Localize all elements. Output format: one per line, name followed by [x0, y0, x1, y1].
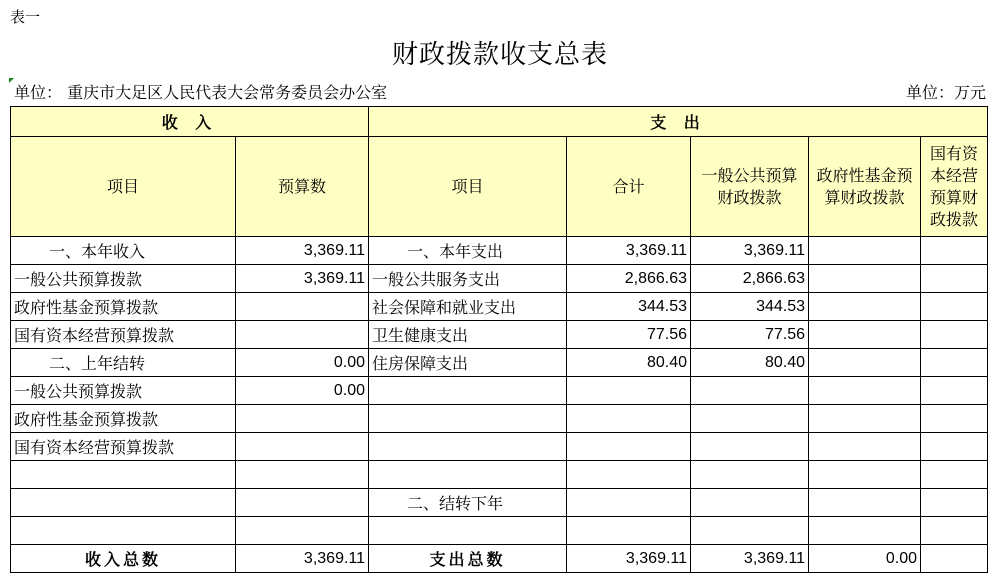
table-row: [11, 377, 988, 405]
table-cell: [921, 265, 988, 293]
table-cell: 政府性基金预算拨款: [11, 405, 236, 433]
table-cell: [809, 349, 921, 377]
total-gov-fund: 0.00: [809, 545, 921, 573]
table-cell: [921, 237, 988, 265]
table-cell: [369, 433, 567, 461]
table-cell: 2,866.63: [691, 265, 809, 293]
table-cell: 政府性基金预算拨款: [11, 293, 236, 321]
table-row: [11, 433, 988, 461]
table-cell: [567, 377, 691, 405]
table-cell: 国有资本经营预算拨款: [11, 433, 236, 461]
table-cell: [921, 321, 988, 349]
table-cell: [691, 461, 809, 489]
table-cell: [236, 489, 369, 517]
table-row: [11, 489, 988, 517]
table-cell: 二、结转下年: [369, 489, 567, 517]
table-cell: 一、本年支出: [369, 237, 567, 265]
table-cell: [809, 489, 921, 517]
table-cell: 0.00: [236, 377, 369, 405]
unit-organization-label: 单位： 重庆市大足区人民代表大会常务委员会办公室: [14, 83, 388, 102]
table-cell: [809, 237, 921, 265]
table-row: [11, 349, 988, 377]
table-cell: [921, 517, 988, 545]
table-cell: 国有资本经营预算拨款: [11, 321, 236, 349]
unit-organization: [14, 80, 387, 103]
table-cell: [809, 461, 921, 489]
table-cell: 344.53: [567, 293, 691, 321]
table-cell: 3,369.11: [691, 237, 809, 265]
table-cell: [921, 461, 988, 489]
table-cell: 3,369.11: [236, 237, 369, 265]
total-general-budget: 3,369.11: [691, 545, 809, 573]
table-cell: [691, 377, 809, 405]
unit-currency: 单位：万元: [905, 83, 986, 102]
cell-comment-marker-icon: [9, 78, 14, 83]
total-income-value: 3,369.11: [236, 545, 369, 573]
table-tag: 表一: [10, 8, 41, 26]
table-row: [11, 293, 988, 321]
col-income-budget: 预算数: [236, 137, 369, 237]
table-cell: 344.53: [691, 293, 809, 321]
table-cell: 一般公共服务支出: [369, 265, 567, 293]
table-cell: [236, 405, 369, 433]
table-cell: [369, 377, 567, 405]
table-cell: [809, 321, 921, 349]
table-cell: [809, 265, 921, 293]
table-cell: [921, 293, 988, 321]
table-body: [11, 237, 988, 545]
table-cell: [921, 349, 988, 377]
expense-header: 支 出: [369, 107, 988, 137]
table-cell: 3,369.11: [567, 237, 691, 265]
col-expense-item: 项目: [369, 137, 567, 237]
table-cell: [236, 293, 369, 321]
total-state-capital: [921, 545, 988, 573]
table-cell: [369, 461, 567, 489]
total-income-label: 收入总数: [11, 545, 236, 573]
col-expense-total: 合计: [567, 137, 691, 237]
table-cell: 80.40: [691, 349, 809, 377]
total-expense-label: 支出总数: [369, 545, 567, 573]
table-cell: 卫生健康支出: [369, 321, 567, 349]
table-cell: [691, 517, 809, 545]
table-cell: [236, 517, 369, 545]
col-general-budget: 一般公共预算财政拨款: [691, 137, 809, 237]
page-title: 财政拨款收支总表: [391, 40, 608, 70]
table-cell: [691, 489, 809, 517]
table-row: [11, 405, 988, 433]
table-cell: [809, 405, 921, 433]
table-cell: [921, 489, 988, 517]
table-cell: [691, 405, 809, 433]
table-cell: 2,866.63: [567, 265, 691, 293]
table-cell: 一般公共预算拨款: [11, 265, 236, 293]
table-cell: 住房保障支出: [369, 349, 567, 377]
table-cell: [809, 293, 921, 321]
table-cell: [11, 489, 236, 517]
col-income-item: 项目: [11, 137, 236, 237]
table-cell: [236, 461, 369, 489]
table-cell: 80.40: [567, 349, 691, 377]
income-header: 收 入: [11, 107, 369, 137]
table-cell: [567, 461, 691, 489]
table-row: [11, 321, 988, 349]
table-cell: [236, 433, 369, 461]
table-cell: [809, 517, 921, 545]
table-cell: 3,369.11: [236, 265, 369, 293]
budget-table: [10, 106, 988, 573]
table-cell: [567, 489, 691, 517]
col-state-capital: 国有资本经营预算财政拨款: [921, 137, 988, 237]
col-gov-fund: 政府性基金预算财政拨款: [809, 137, 921, 237]
table-cell: 一、本年收入: [11, 237, 236, 265]
table-cell: [11, 517, 236, 545]
table-row: [11, 517, 988, 545]
table-cell: 二、上年结转: [11, 349, 236, 377]
table-cell: [809, 377, 921, 405]
table-cell: [691, 433, 809, 461]
table-cell: [921, 433, 988, 461]
table-cell: [567, 517, 691, 545]
table-cell: 77.56: [691, 321, 809, 349]
table-cell: 77.56: [567, 321, 691, 349]
table-cell: 0.00: [236, 349, 369, 377]
header-row-columns: [11, 137, 988, 237]
table-row: [11, 265, 988, 293]
table-cell: [809, 433, 921, 461]
table-cell: [369, 517, 567, 545]
table-row: [11, 461, 988, 489]
table-cell: [921, 405, 988, 433]
table-cell: [11, 461, 236, 489]
table-cell: [567, 405, 691, 433]
table-cell: [236, 321, 369, 349]
table-cell: [369, 405, 567, 433]
total-row: [11, 545, 988, 573]
table-cell: 社会保障和就业支出: [369, 293, 567, 321]
table-cell: [921, 377, 988, 405]
table-cell: [567, 433, 691, 461]
table-row: [11, 237, 988, 265]
total-expense-value: 3,369.11: [567, 545, 691, 573]
table-cell: 一般公共预算拨款: [11, 377, 236, 405]
header-row-group: [11, 107, 988, 137]
